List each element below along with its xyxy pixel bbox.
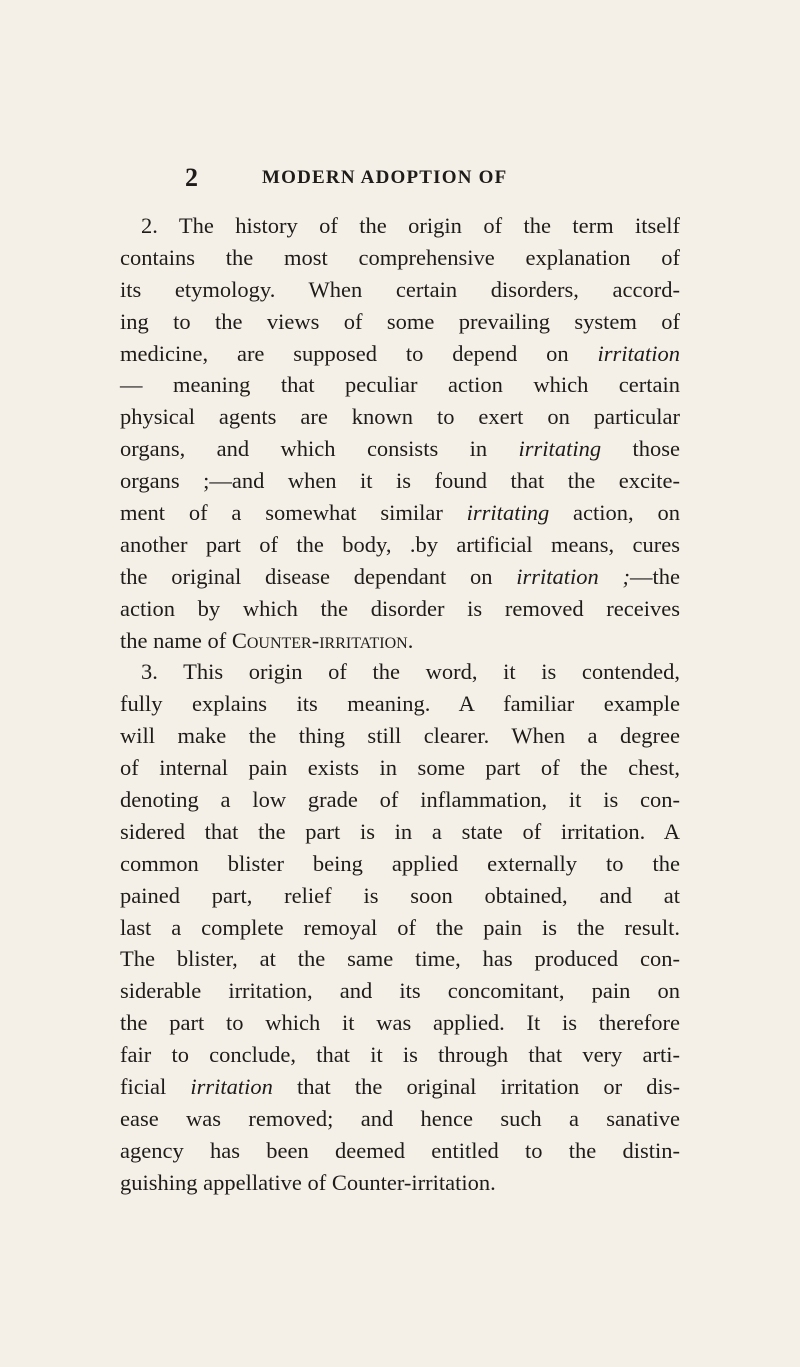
text-segment: that the original irritation or dis-	[272, 1074, 680, 1100]
text-segment: denoting a low grade of inflammation, it is con-	[120, 787, 680, 813]
text-segment: ficial	[120, 1074, 191, 1100]
text-segment: fully explains its meaning. A familiar example	[120, 691, 680, 717]
text-segment: the part to which it was applied. It is therefore	[120, 1010, 680, 1036]
text-segment: organs, and which consists in	[120, 436, 519, 462]
text-segment: those	[601, 436, 680, 462]
text-line	[120, 242, 680, 274]
text-line	[120, 943, 680, 975]
text-segment: pained part, relief is soon obtained, and at	[120, 882, 680, 908]
text-line	[120, 784, 680, 816]
italic-text: irritation	[190, 1074, 273, 1100]
text-segment: guishing appellative of Counter-irritation.	[120, 1169, 496, 1195]
text-line	[120, 433, 680, 465]
text-line	[120, 912, 680, 944]
text-segment: The blister, at the same time, has produced con-	[120, 946, 680, 972]
text-segment: medicine, are supposed to depend on	[120, 340, 598, 366]
text-segment: — meaning that peculiar action which certain	[120, 372, 680, 398]
text-line	[120, 816, 680, 848]
page-number: 2	[185, 163, 198, 192]
text-line	[120, 529, 680, 561]
text-segment: fair to conclude, that it is through that very arti-	[120, 1042, 680, 1068]
text-segment: of internal pain exists in some part of the chest,	[120, 755, 680, 781]
text-line	[120, 975, 680, 1007]
text-line	[120, 210, 680, 242]
text-segment: 3. This origin of the word, it is contended,	[141, 659, 680, 685]
body-text	[120, 210, 680, 1199]
text-line	[120, 465, 680, 497]
text-line	[120, 1103, 680, 1135]
text-line	[120, 656, 680, 688]
text-line	[120, 880, 680, 912]
text-line	[120, 688, 680, 720]
text-segment: organs ;—and when it is found that the excite-	[120, 468, 680, 494]
text-line	[120, 338, 680, 370]
text-segment: agency has been deemed entitled to the distin-	[120, 1137, 680, 1163]
text-segment: will make the thing still clearer. When a degree	[120, 723, 680, 749]
text-line	[120, 1135, 680, 1167]
text-segment: ment of a somewhat similar	[120, 500, 467, 526]
text-line	[120, 1007, 680, 1039]
text-line	[120, 1167, 680, 1199]
italic-text: irritation	[597, 340, 680, 366]
text-line	[120, 1039, 680, 1071]
text-line	[120, 625, 680, 657]
running-title: MODERN ADOPTION OF	[262, 167, 508, 188]
text-segment: action, on	[549, 500, 680, 526]
text-segment: its etymology. When certain disorders, accord-	[120, 276, 680, 302]
text-line	[120, 752, 680, 784]
text-line	[120, 593, 680, 625]
text-segment: last a complete remoyal of the pain is the result.	[120, 914, 680, 940]
text-line	[120, 497, 680, 529]
text-segment: another part of the body, .by artificial means, cures	[120, 531, 680, 557]
text-segment: —the	[630, 563, 681, 589]
text-line	[120, 274, 680, 306]
text-line	[120, 1071, 680, 1103]
page-header	[0, 160, 800, 196]
italic-text: irritating	[518, 436, 602, 462]
text-segment: 2. The history of the origin of the term itself	[141, 213, 680, 238]
italic-text: irritation ;	[516, 563, 631, 589]
text-segment: common blister being applied externally to the	[120, 850, 680, 876]
text-line	[120, 401, 680, 433]
text-line	[120, 561, 680, 593]
text-segment: ing to the views of some prevailing system of	[120, 308, 680, 334]
text-segment: the original disease dependant on	[120, 563, 517, 589]
italic-text: irritating	[466, 500, 550, 526]
text-line	[120, 306, 680, 338]
text-line	[120, 848, 680, 880]
text-segment: sidered that the part is in a state of irritation. A	[120, 818, 680, 844]
text-segment: physical agents are known to exert on particular	[120, 404, 680, 430]
text-segment: the name of	[120, 627, 232, 653]
text-line	[120, 720, 680, 752]
text-segment: contains the most comprehensive explanation of	[120, 244, 680, 270]
text-line	[120, 369, 680, 401]
text-segment: ease was removed; and hence such a sanative	[120, 1105, 680, 1131]
smallcaps-text: Counter-irritation.	[231, 627, 414, 653]
text-segment: siderable irritation, and its concomitant, pain on	[120, 978, 680, 1004]
text-segment: action by which the disorder is removed receives	[120, 595, 680, 621]
